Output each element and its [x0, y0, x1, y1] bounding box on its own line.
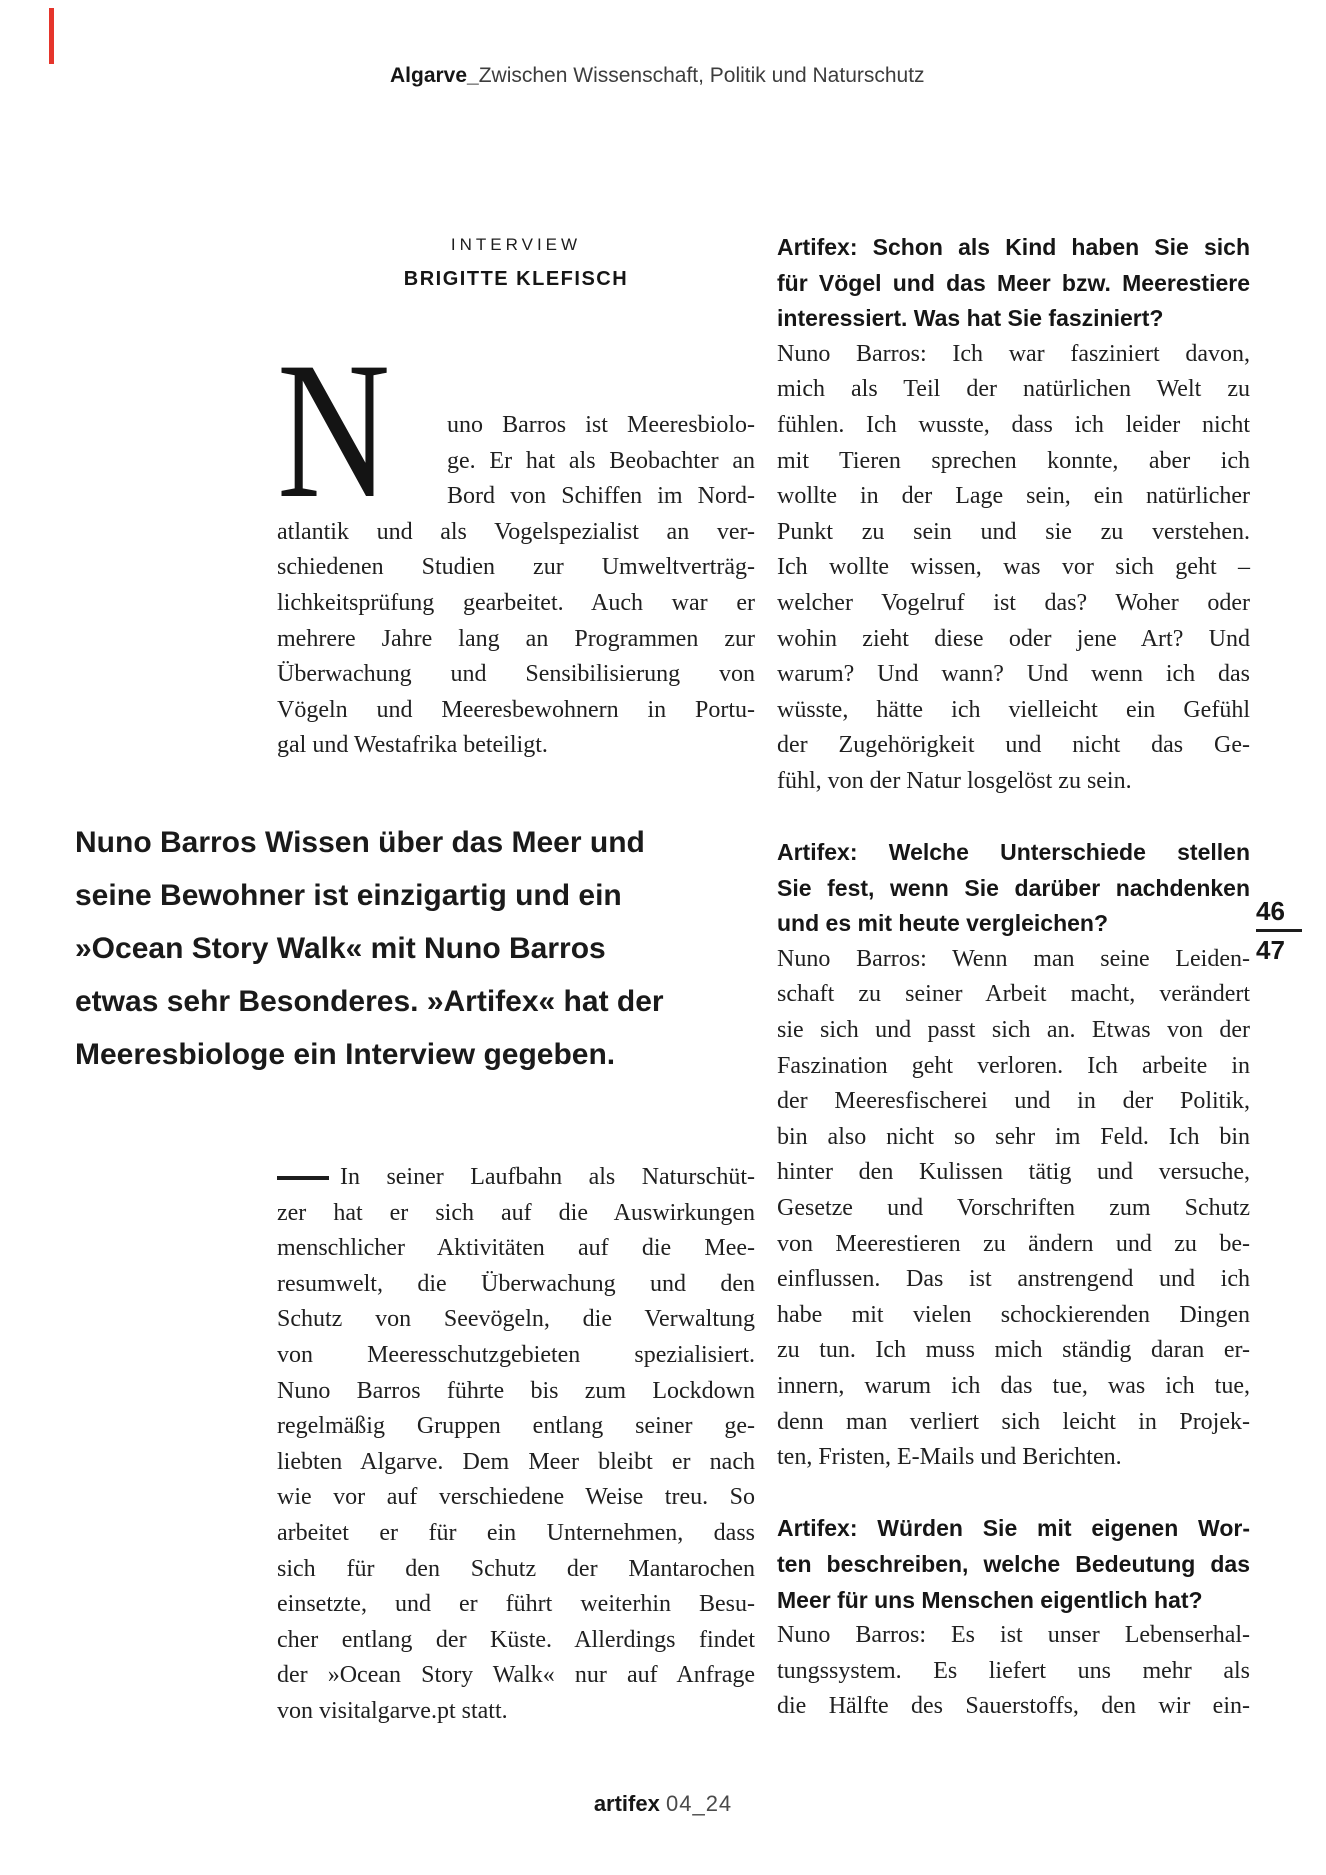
text-line: In seiner Laufbahn als Naturschüt-: [340, 1164, 755, 1190]
text-line: wüsste, hätte ich vielleicht ein Gefühl: [777, 696, 1250, 723]
text-line: seine Bewohner ist einzigartig und ein: [75, 879, 622, 912]
text-line: Meeresbiologe ein Interview gegeben.: [75, 1038, 616, 1071]
text-line: Gesetze und Vorschriften zum Schutz: [777, 1195, 1250, 1222]
text-line: resumwelt, die Überwachung und den: [277, 1270, 755, 1297]
article-kicker-block: [277, 233, 755, 292]
page-edge-red-mark: [49, 8, 54, 64]
text-line: Schutz von Seevögeln, die Verwaltung: [277, 1306, 755, 1333]
text-line: Nuno Barros: Es ist unser Lebenserhal-: [777, 1622, 1250, 1649]
running-header-title: Zwischen Wissenschaft, Politik und Naturschutz: [478, 64, 925, 87]
right-column: [777, 230, 1250, 1725]
text-line: schiedenen Studien zur Umweltverträg-: [277, 554, 755, 581]
text-line: der Meeresfischerei und in der Politik,: [777, 1088, 1250, 1115]
author-name: BRIGITTE KLEFISCH: [403, 268, 629, 290]
text-line: wie vor auf verschiedene Weise treu. So: [277, 1484, 755, 1511]
text-line: von Meeresschutzgebieten spezialisiert.: [277, 1341, 755, 1368]
text-line: sie sich und passt sich an. Etwas von der: [777, 1017, 1250, 1044]
text-line: atlantik und als Vogelspezialist an ver-: [277, 518, 755, 545]
footer: [0, 1790, 1326, 1818]
footer-magazine-name: artifex: [593, 1791, 660, 1816]
text-line: liebten Algarve. Dem Meer bleibt er nach: [277, 1448, 755, 1475]
text-line: Punkt zu sein und sie zu verstehen.: [777, 518, 1250, 545]
text-line: lichkeitsprüfung gearbeitet. Auch war er: [277, 589, 755, 616]
text-line: Faszination geht verloren. Ich arbeite in: [777, 1052, 1250, 1079]
text-line: menschlicher Aktivitäten auf die Mee-: [277, 1235, 755, 1262]
text-line: wollte in der Lage sein, ein natürlicher: [777, 483, 1250, 510]
text-line: gal und Westafrika beteiligt.: [277, 732, 548, 759]
text-line: wohin zieht diese oder jene Art? Und: [777, 625, 1250, 652]
running-header-section: Algarve_: [390, 64, 479, 87]
text-line: und es mit heute vergleichen?: [777, 910, 1109, 937]
text-line: cher entlang der Küste. Allerdings findet: [277, 1626, 755, 1653]
text-line: die Hälfte des Sauerstoffs, den wir ein-: [777, 1693, 1250, 1720]
text-line: der Zugehörigkeit und nicht das Ge-: [777, 732, 1250, 759]
text-line: Überwachung und Sensibilisierung von: [277, 661, 755, 688]
text-line: fühl, von der Natur losgelöst zu sein.: [777, 767, 1132, 794]
text-line: ge. Er hat als Beobachter an: [447, 447, 755, 474]
text-line: Artifex: Schon als Kind haben Sie sich: [777, 234, 1250, 260]
text-line: ten, Fristen, E-Mails und Berichten.: [777, 1444, 1122, 1471]
kicker-label: INTERVIEW: [450, 235, 582, 254]
page-number-block: [1256, 896, 1302, 965]
question-3: [777, 1511, 1250, 1618]
text-line: Sie fest, wenn Sie darüber nachdenken: [777, 874, 1250, 901]
page-number-rule: [1256, 929, 1302, 932]
pull-quote: [75, 816, 755, 1081]
text-line: zu tun. Ich muss mich ständig daran er-: [777, 1337, 1250, 1364]
text-line: für Vögel und das Meer bzw. Meerestiere: [777, 269, 1250, 296]
text-line: »Ocean Story Walk« mit Nuno Barros: [75, 932, 606, 965]
text-line: denn man verliert sich leicht in Projek-: [777, 1408, 1250, 1435]
text-line: Nuno Barros Wissen über das Meer und: [75, 826, 645, 859]
text-line: hinter den Kulissen tätig und versuche,: [777, 1159, 1250, 1186]
text-line: Bord von Schiffen im Nord-: [447, 483, 755, 510]
text-line: fühlen. Ich wusste, dass ich leider nicht: [777, 411, 1250, 438]
intro-paragraph: [277, 408, 755, 764]
text-line: zer hat er sich auf die Auswirkungen: [277, 1199, 755, 1226]
text-line: von Meerestieren zu ändern und zu be-: [777, 1230, 1250, 1257]
text-line: mit Tieren sprechen konnte, aber ich: [777, 447, 1250, 474]
text-line: mich als Teil der natürlichen Welt zu: [777, 376, 1250, 403]
left-column-paragraph: [277, 1160, 755, 1730]
page-number-next: 47: [1256, 935, 1285, 965]
answer-1: [777, 337, 1250, 800]
text-line: welcher Vogelruf ist das? Woher oder: [777, 589, 1250, 616]
text-line: habe mit vielen schockierenden Dingen: [777, 1301, 1250, 1328]
answer-3: [777, 1618, 1250, 1725]
text-line: etwas sehr Besonderes. »Artifex« hat der: [75, 985, 664, 1018]
text-line: ten beschreiben, welche Bedeutung das: [777, 1550, 1250, 1577]
question-1: [777, 230, 1250, 337]
text-line: Meer für uns Menschen eigentlich hat?: [777, 1586, 1203, 1613]
text-line: Ich wollte wissen, was vor sich geht –: [777, 554, 1250, 581]
page-number-current: 46: [1256, 896, 1285, 926]
text-line: arbeitet er für ein Unternehmen, dass: [277, 1519, 755, 1546]
text-line: regelmäßig Gruppen entlang seiner ge-: [277, 1413, 755, 1440]
text-line: interessiert. Was hat Sie fasziniert?: [777, 305, 1164, 332]
text-line: mehrere Jahre lang an Programmen zur: [277, 625, 755, 652]
text-line: Nuno Barros: Wenn man seine Leiden-: [777, 945, 1250, 972]
text-line: bin also nicht so sehr im Feld. Ich bin: [777, 1123, 1250, 1150]
text-line: Nuno Barros führte bis zum Lockdown: [277, 1377, 755, 1404]
text-line: Vögeln und Meeresbewohnern in Portu-: [277, 696, 755, 723]
text-line: schaft zu seiner Arbeit macht, verändert: [777, 981, 1250, 1008]
text-line: innern, warum ich das tue, was ich tue,: [777, 1373, 1250, 1399]
running-header: [390, 62, 1090, 90]
text-line: sich für den Schutz der Mantarochen: [277, 1555, 755, 1582]
footer-issue-number: 04_24: [665, 1791, 733, 1816]
text-line: tungssystem. Es liefert uns mehr als: [777, 1657, 1250, 1684]
text-line: warum? Und wann? Und wenn ich das: [777, 661, 1250, 688]
text-line: Artifex: Welche Unterschiede stellen: [777, 839, 1250, 866]
drop-cap: N: [277, 322, 391, 539]
text-line: der »Ocean Story Walk« nur auf Anfrage: [277, 1662, 755, 1689]
text-line: Artifex: Würden Sie mit eigenen Wor-: [777, 1515, 1250, 1542]
answer-2: [777, 942, 1250, 1476]
question-2: [777, 835, 1250, 942]
text-line: von visitalgarve.pt statt.: [277, 1697, 508, 1724]
text-line: Nuno Barros: Ich war fasziniert davon,: [777, 340, 1250, 367]
text-line: einsetzte, und er führt weiterhin Besu-: [277, 1591, 755, 1618]
text-line: uno Barros ist Meeresbiolo-: [447, 412, 755, 438]
text-line: einflussen. Das ist anstrengend und ich: [777, 1266, 1250, 1293]
